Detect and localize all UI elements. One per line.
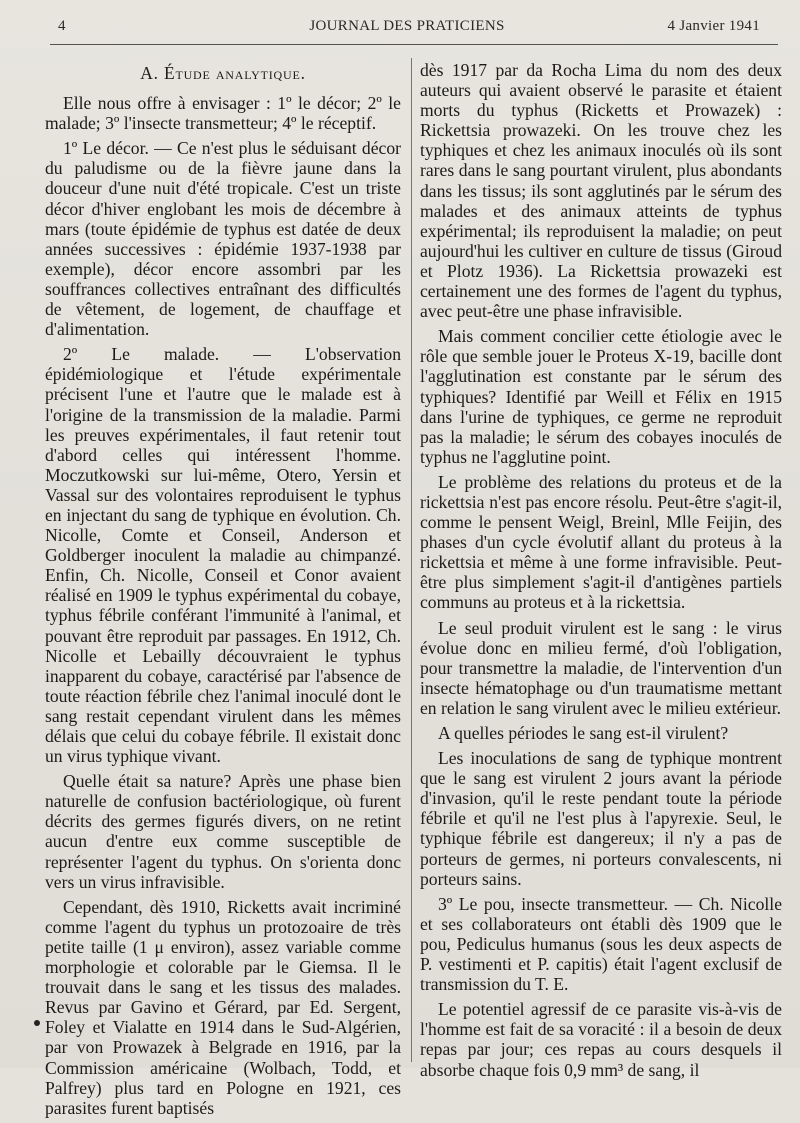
section-heading: A. Étude analytique. xyxy=(140,63,306,83)
right-column xyxy=(420,60,782,1085)
page-number: 4 xyxy=(58,18,66,34)
running-head xyxy=(44,18,770,40)
column-divider xyxy=(411,58,412,1062)
paragraph-decor: 1º Le décor. — Ce n'est plus le séduisant décor du paludisme ou de la fièvre jaune dans la douceur d'une nuit d'été tropicale. C'est un triste décor d'hiver englobant les mois de décembre à mars (toute épidémie de typhus est datée de deux années successives : épidémie 1937-1938 par exemple), décor encore assombri par les souffrances collectives entraînant des difficultés de vêtement, de logement, de chauffage et d'alimentation. xyxy=(45,138,401,340)
paragraph-periodes: A quelles périodes le sang est-il virulent? xyxy=(438,723,729,743)
paragraph-malade: 2º Le malade. — L'observation épidémiologique et l'étude expérimentale précisent l'une et l'autre que le malade est à l'origine de la transmission de la maladie. Parmi les preuves expérimentales, il faut retenir tout d'abord celles qui intéressent l'homme. Moczutkowski sur lui-même, Otero, Yersin et Vassal sur des volontaires reproduisent le typhus en injectant du sang de typhique en évolution. Ch. Nicolle, Comte et Conseil, Anderson et Goldberger inoculent la maladie au chimpanzé. Enfin, Ch. Nicolle, Conseil et Conor avaient réalisé en 1909 le typhus expérimental du cobaye, typhus fébrile conférant l'immunité à l'animal, et pouvant être reproduit par passages. En 1912, Ch. Nicolle et Lebailly découvraient le typhus inapparent du cobaye, caractérisé par l'absence de toute réaction fébrile chez l'animal inoculé dont le sang restait cependant virulent dans les mêmes délais que celui du cobaye fébrile. Il existait donc un virus typhique vivant. xyxy=(45,344,401,767)
left-column xyxy=(45,60,401,1123)
paragraph-nature: Quelle était sa nature? Après une phase bien naturelle de confusion bactériologique, où furent décrits des germes figurés divers, on ne retint aucun d'entre eux comme susceptible de représenter l'agent du typhus. On s'orienta donc vers un virus infravisible. xyxy=(45,771,401,892)
paragraph-pou: 3º Le pou, insecte transmetteur. — Ch. Nicolle et ses collaborateurs ont établi dès 1909 que le pou, Pediculus humanus (sous les deux aspects de P. vestimenti et P. capitis) était l'agent exclusif de transmission du T. E. xyxy=(420,893,782,995)
paragraph-ricketts: Cependant, dès 1910, Ricketts avait incriminé comme l'agent du typhus un protozoaire de très petite taille (1 μ environ), assez variable comme morphologie et colorable par le Giemsa. Il le trouvait dans le sang et les tissus des malades. Revus par Gavino et Gérard, par Ed. Sergent, Foley et Vialatte en 1914 dans le Sud-Algérien, par von Prowazek à Belgrade en 1916, par la Commission américaine (Wolbach, Todd, et Palfrey) plus tard en Pologne en 1921, ces parasites furent baptisés xyxy=(45,896,401,1118)
paragraph-relations: Le problème des relations du proteus et de la rickettsia n'est pas encore résolu. Peut-être s'agit-il, comme le pensent Weigl, Breinl, Mlle Feijin, des phases d'un cycle évolutif allant du proteus à la rickettsia et même à une forme infravisible. Peut-être plus simplement s'agit-il d'antigènes partiels communs au proteus et à la rickettsia. xyxy=(420,471,782,613)
journal-title: JOURNAL DES PRATICIENS xyxy=(309,18,505,34)
paragraph-produit-virulent: Le seul produit virulent est le sang : le virus évolue donc en milieu fermé, d'où l'obligation, pour transmettre la maladie, de l'intervention d'un insecte hématophage ou d'un traumatisme mettant en relation le sang virulent avec le milieu extérieur. xyxy=(420,617,782,718)
paragraph-potentiel: Le potentiel agressif de ce parasite vis-à-vis de l'homme est fait de sa voracité : il a besoin de deux repas par jour; ces repas au cours desquels il absorbe chaque fois 0,9 mm³ de sang, il xyxy=(420,999,782,1080)
header-rule xyxy=(50,44,778,45)
paragraph-inoculations: Les inoculations de sang de typhique montrent que le sang est virulent 2 jours avant la période d'invasion, qu'il le reste pendant toute la période fébrile et qu'il ne l'est plus à l'apyrexie. Seul, le typhique fébrile est dangereux; il n'y a pas de porteurs de germes, ni porteurs convalescents, ni porteurs sains. xyxy=(420,748,782,889)
paragraph-proteus: Mais comment concilier cette étiologie avec le rôle que semble jouer le Proteus X-19, bacille dont l'agglutination est constante par le sérum des typhiques? Identifié par Weill et Félix en 1915 dans l'urine de typhiques, ce germe ne reproduit pas la maladie; le sérum des cobayes inoculés de typhus ne l'agglutine point. xyxy=(420,326,782,467)
issue-date: 4 Janvier 1941 xyxy=(667,18,760,34)
ink-dot xyxy=(34,1020,40,1026)
paragraph-intro: Elle nous offre à envisager : 1º le décor; 2º le malade; 3º l'insecte transmetteur; 4º le réceptif. xyxy=(45,93,401,134)
paragraph-rickettsia: dès 1917 par da Rocha Lima du nom des deux auteurs qui avaient observé le parasite et étaient morts du typhus (Ricketts et Prowazek) : Rickettsia prowazeki. On les trouve chez les typhiques et chez les animaux inoculés où ils sont rares dans le sang pourtant virulent, plus abondants dans les tissus; ils sont agglutinés par le sérum des malades et des animaux atteints de typhus expérimental; ils reproduisent la maladie; on peut aujourd'hui les cultiver en culture de tissus (Giroud et Plotz 1936). La Rickettsia prowazeki est certainement une des formes de l'agent du typhus, avec peut-être une phase infravisible. xyxy=(420,60,782,322)
